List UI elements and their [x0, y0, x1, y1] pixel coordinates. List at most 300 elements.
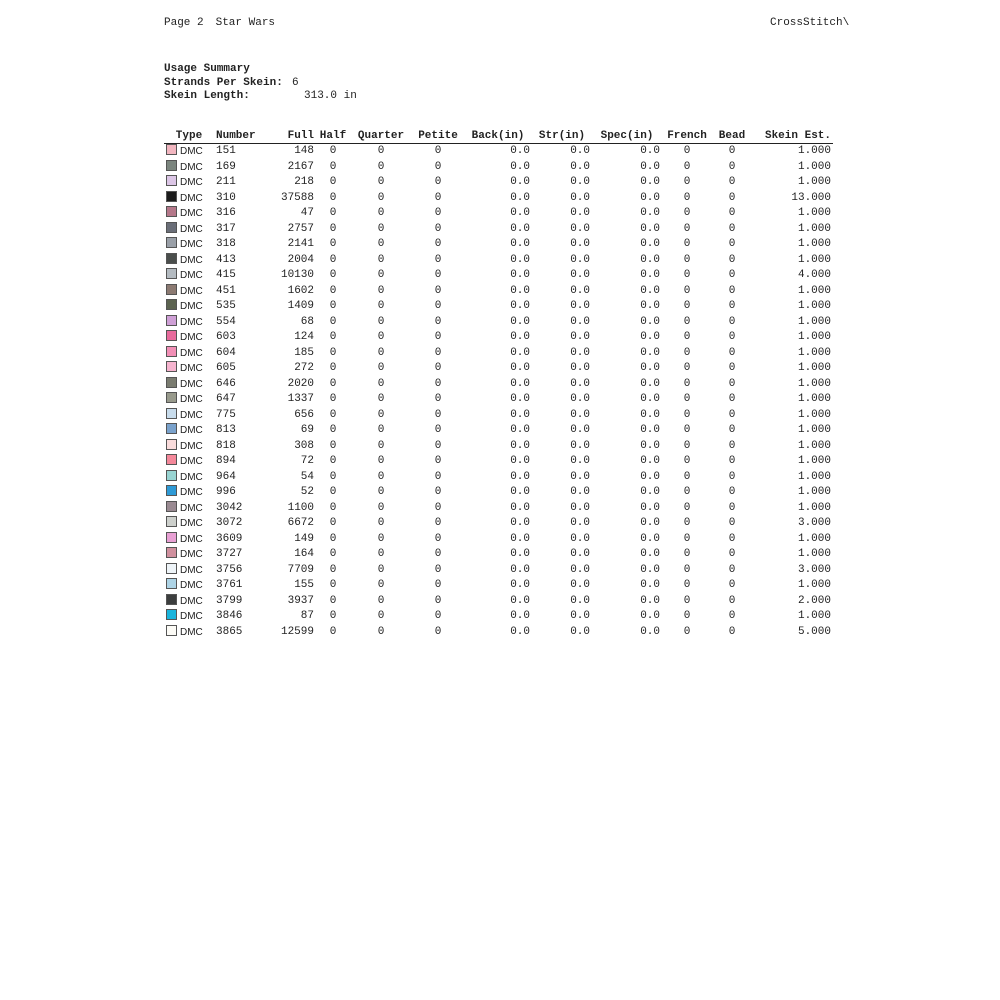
skein-est-cell: 1.000 — [797, 145, 831, 157]
color-swatch — [166, 516, 177, 527]
type-cell — [164, 330, 214, 346]
french-cell: 0 — [683, 455, 691, 467]
bead-cell: 0 — [728, 579, 736, 591]
back-cell: 0.0 — [510, 594, 530, 607]
full-cell: 69 — [300, 424, 314, 436]
half-cell: 0 — [329, 284, 337, 297]
type-label: DMC — [180, 394, 203, 405]
french-cell: 0 — [683, 222, 691, 235]
half-cell: 0 — [329, 517, 337, 529]
str-cell: 0.0 — [570, 160, 590, 173]
number-cell: 415 — [216, 269, 236, 281]
color-swatch — [166, 253, 177, 264]
type-cell — [164, 625, 214, 641]
bead-cell: 0 — [728, 176, 736, 188]
strands-label: Strands Per Skein: — [164, 76, 283, 89]
spec-cell: 0.0 — [640, 594, 660, 607]
half-cell: 0 — [329, 377, 337, 390]
french-cell: 0 — [683, 346, 691, 359]
type-label: DMC — [180, 239, 203, 250]
str-cell: 0.0 — [570, 377, 590, 390]
type-label: DMC — [180, 161, 203, 173]
full-cell: 47 — [300, 207, 314, 219]
petite-cell: 0 — [434, 284, 442, 297]
back-cell: 0.0 — [510, 532, 530, 545]
spec-cell: 0.0 — [640, 563, 660, 576]
spec-cell: 0.0 — [640, 486, 660, 498]
bead-cell: 0 — [728, 532, 736, 545]
color-swatch — [166, 315, 177, 326]
color-swatch — [166, 237, 177, 248]
petite-cell: 0 — [434, 207, 442, 219]
type-cell — [164, 439, 214, 455]
half-cell: 0 — [329, 455, 337, 467]
full-cell: 52 — [300, 486, 314, 498]
type-cell — [164, 144, 214, 160]
half-cell: 0 — [329, 610, 337, 622]
color-swatch — [166, 408, 177, 419]
half-cell: 0 — [329, 424, 337, 436]
usage-summary — [164, 63, 357, 104]
bead-cell: 0 — [728, 377, 736, 390]
skein-est-cell: 1.000 — [797, 424, 831, 436]
document-title: Star Wars — [215, 17, 276, 29]
type-label: DMC — [180, 270, 203, 281]
bead-cell: 0 — [728, 238, 736, 250]
str-cell: 0.0 — [570, 346, 590, 359]
str-cell: 0.0 — [570, 362, 590, 374]
bead-cell: 0 — [728, 253, 736, 266]
type-label: DMC — [180, 471, 203, 483]
quarter-cell: 0 — [377, 207, 385, 219]
column-header-skein-est: Skein Est. — [752, 130, 833, 144]
spec-cell: 0.0 — [640, 176, 660, 188]
type-label: DMC — [180, 502, 203, 514]
number-cell: 318 — [216, 238, 236, 250]
type-label: DMC — [180, 533, 203, 545]
full-cell: 68 — [300, 315, 314, 328]
number-cell: 3799 — [216, 594, 243, 607]
skein-est-cell: 1.000 — [797, 455, 831, 467]
color-swatch — [166, 392, 177, 403]
petite-cell: 0 — [434, 625, 442, 638]
skein-est-cell: 1.000 — [797, 222, 831, 235]
quarter-cell: 0 — [377, 424, 385, 436]
spec-cell: 0.0 — [640, 501, 660, 514]
color-swatch — [166, 532, 177, 543]
quarter-cell: 0 — [377, 455, 385, 467]
back-cell: 0.0 — [510, 470, 530, 483]
type-cell — [164, 485, 214, 501]
skein-est-cell: 3.000 — [797, 517, 831, 529]
bead-cell: 0 — [728, 191, 736, 204]
bead-cell: 0 — [728, 160, 736, 173]
str-cell: 0.0 — [570, 532, 590, 545]
petite-cell: 0 — [434, 238, 442, 250]
back-cell: 0.0 — [510, 315, 530, 328]
color-swatch — [166, 625, 177, 636]
back-cell: 0.0 — [510, 331, 530, 343]
number-cell: 211 — [216, 176, 236, 188]
skein-est-cell: 1.000 — [797, 408, 831, 421]
bead-cell: 0 — [728, 331, 736, 343]
color-swatch — [166, 361, 177, 372]
quarter-cell: 0 — [377, 501, 385, 514]
str-cell: 0.0 — [570, 455, 590, 467]
type-cell — [164, 299, 214, 315]
skein-est-cell: 1.000 — [797, 238, 831, 250]
back-cell: 0.0 — [510, 362, 530, 374]
full-cell: 87 — [300, 610, 314, 622]
type-label: DMC — [180, 208, 203, 219]
type-label: DMC — [180, 192, 203, 204]
type-cell — [164, 191, 214, 207]
back-cell: 0.0 — [510, 269, 530, 281]
type-label: DMC — [180, 301, 203, 312]
bead-cell: 0 — [728, 439, 736, 452]
full-cell: 185 — [294, 346, 314, 359]
petite-cell: 0 — [434, 610, 442, 622]
full-cell: 6672 — [287, 517, 314, 529]
petite-cell: 0 — [434, 176, 442, 188]
french-cell: 0 — [683, 625, 691, 638]
back-cell: 0.0 — [510, 300, 530, 312]
number-cell: 554 — [216, 315, 236, 328]
type-label: DMC — [180, 456, 203, 467]
type-cell — [164, 392, 214, 408]
back-cell: 0.0 — [510, 346, 530, 359]
table-body — [164, 144, 833, 641]
str-cell: 0.0 — [570, 331, 590, 343]
type-cell — [164, 268, 214, 284]
number-cell: 603 — [216, 331, 236, 343]
number-cell: 605 — [216, 362, 236, 374]
type-label: DMC — [180, 487, 203, 498]
bead-cell: 0 — [728, 346, 736, 359]
str-cell: 0.0 — [570, 145, 590, 157]
petite-cell: 0 — [434, 455, 442, 467]
french-cell: 0 — [683, 501, 691, 514]
table-row — [164, 594, 833, 610]
french-cell: 0 — [683, 579, 691, 591]
skein-length-label: Skein Length: — [164, 90, 250, 102]
back-cell: 0.0 — [510, 238, 530, 250]
french-cell: 0 — [683, 393, 691, 405]
quarter-cell: 0 — [377, 563, 385, 576]
number-cell: 3761 — [216, 579, 243, 591]
color-swatch — [166, 330, 177, 341]
french-cell: 0 — [683, 532, 691, 545]
table-row — [164, 160, 833, 176]
full-cell: 12599 — [280, 625, 314, 638]
petite-cell: 0 — [434, 594, 442, 607]
french-cell: 0 — [683, 315, 691, 328]
half-cell: 0 — [329, 176, 337, 188]
back-cell: 0.0 — [510, 486, 530, 498]
full-cell: 1337 — [287, 393, 314, 405]
quarter-cell: 0 — [377, 579, 385, 591]
number-cell: 894 — [216, 455, 236, 467]
quarter-cell: 0 — [377, 191, 385, 204]
color-swatch — [166, 501, 177, 512]
petite-cell: 0 — [434, 501, 442, 514]
table-row — [164, 237, 833, 253]
table-row — [164, 330, 833, 346]
spec-cell: 0.0 — [640, 517, 660, 529]
str-cell: 0.0 — [570, 439, 590, 452]
table-row — [164, 485, 833, 501]
french-cell: 0 — [683, 486, 691, 498]
type-label: DMC — [180, 580, 203, 591]
type-cell — [164, 346, 214, 362]
skein-est-cell: 1.000 — [797, 579, 831, 591]
color-swatch — [166, 284, 177, 295]
spec-cell: 0.0 — [640, 315, 660, 328]
full-cell: 1100 — [287, 501, 314, 514]
quarter-cell: 0 — [377, 486, 385, 498]
bead-cell: 0 — [728, 393, 736, 405]
skein-est-cell: 3.000 — [797, 563, 831, 576]
back-cell: 0.0 — [510, 501, 530, 514]
petite-cell: 0 — [434, 393, 442, 405]
str-cell: 0.0 — [570, 594, 590, 607]
quarter-cell: 0 — [377, 517, 385, 529]
str-cell: 0.0 — [570, 300, 590, 312]
column-header-full: Full — [262, 130, 316, 144]
column-header-half: Half — [316, 130, 350, 144]
skein-est-cell: 1.000 — [797, 284, 831, 297]
number-cell: 647 — [216, 393, 236, 405]
half-cell: 0 — [329, 145, 337, 157]
table-row — [164, 578, 833, 594]
back-cell: 0.0 — [510, 207, 530, 219]
petite-cell: 0 — [434, 579, 442, 591]
str-cell: 0.0 — [570, 517, 590, 529]
type-cell — [164, 160, 214, 176]
bead-cell: 0 — [728, 455, 736, 467]
back-cell: 0.0 — [510, 145, 530, 157]
full-cell: 1409 — [287, 300, 314, 312]
full-cell: 7709 — [287, 563, 314, 576]
bead-cell: 0 — [728, 501, 736, 514]
column-header-type: Type — [164, 130, 214, 144]
skein-est-cell: 1.000 — [797, 610, 831, 622]
back-cell: 0.0 — [510, 253, 530, 266]
skein-est-cell: 2.000 — [797, 594, 831, 607]
bead-cell: 0 — [728, 424, 736, 436]
type-label: DMC — [180, 347, 203, 359]
color-swatch — [166, 191, 177, 202]
table-row — [164, 284, 833, 300]
quarter-cell: 0 — [377, 346, 385, 359]
table-row — [164, 423, 833, 439]
str-cell: 0.0 — [570, 470, 590, 483]
back-cell: 0.0 — [510, 610, 530, 622]
type-cell — [164, 563, 214, 579]
bead-cell: 0 — [728, 300, 736, 312]
table-row — [164, 609, 833, 625]
petite-cell: 0 — [434, 222, 442, 235]
skein-est-cell: 1.000 — [797, 486, 831, 498]
bead-cell: 0 — [728, 563, 736, 576]
color-swatch — [166, 563, 177, 574]
half-cell: 0 — [329, 300, 337, 312]
petite-cell: 0 — [434, 253, 442, 266]
color-swatch — [166, 222, 177, 233]
french-cell: 0 — [683, 424, 691, 436]
back-cell: 0.0 — [510, 424, 530, 436]
number-cell: 413 — [216, 253, 236, 266]
table-row — [164, 222, 833, 238]
full-cell: 2141 — [287, 238, 314, 250]
spec-cell: 0.0 — [640, 238, 660, 250]
quarter-cell: 0 — [377, 145, 385, 157]
full-cell: 308 — [294, 439, 314, 452]
half-cell: 0 — [329, 331, 337, 343]
app-name: CrossStitch\ — [770, 17, 850, 29]
type-label: DMC — [180, 146, 203, 157]
skein-est-cell: 1.000 — [797, 176, 831, 188]
spec-cell: 0.0 — [640, 145, 660, 157]
number-cell: 3756 — [216, 563, 243, 576]
petite-cell: 0 — [434, 408, 442, 421]
back-cell: 0.0 — [510, 191, 530, 204]
back-cell: 0.0 — [510, 439, 530, 452]
spec-cell: 0.0 — [640, 610, 660, 622]
half-cell: 0 — [329, 207, 337, 219]
french-cell: 0 — [683, 284, 691, 297]
spec-cell: 0.0 — [640, 625, 660, 638]
quarter-cell: 0 — [377, 408, 385, 421]
petite-cell: 0 — [434, 439, 442, 452]
str-cell: 0.0 — [570, 253, 590, 266]
table-row — [164, 547, 833, 563]
color-swatch — [166, 547, 177, 558]
bead-cell: 0 — [728, 362, 736, 374]
french-cell: 0 — [683, 610, 691, 622]
back-cell: 0.0 — [510, 625, 530, 638]
str-cell: 0.0 — [570, 625, 590, 638]
str-cell: 0.0 — [570, 548, 590, 560]
petite-cell: 0 — [434, 486, 442, 498]
type-cell — [164, 284, 214, 300]
type-label: DMC — [180, 409, 203, 421]
table-row — [164, 532, 833, 548]
str-cell: 0.0 — [570, 238, 590, 250]
petite-cell: 0 — [434, 424, 442, 436]
back-cell: 0.0 — [510, 222, 530, 235]
skein-est-cell: 1.000 — [797, 532, 831, 545]
back-cell: 0.0 — [510, 176, 530, 188]
back-cell: 0.0 — [510, 393, 530, 405]
number-cell: 818 — [216, 439, 236, 452]
table-row — [164, 175, 833, 191]
french-cell: 0 — [683, 594, 691, 607]
table-row — [164, 268, 833, 284]
number-cell: 775 — [216, 408, 236, 421]
back-cell: 0.0 — [510, 408, 530, 421]
petite-cell: 0 — [434, 160, 442, 173]
type-cell — [164, 222, 214, 238]
skein-est-cell: 1.000 — [797, 439, 831, 452]
half-cell: 0 — [329, 501, 337, 514]
page-header — [164, 17, 275, 29]
full-cell: 3937 — [287, 594, 314, 607]
french-cell: 0 — [683, 377, 691, 390]
back-cell: 0.0 — [510, 455, 530, 467]
half-cell: 0 — [329, 408, 337, 421]
type-cell — [164, 609, 214, 625]
bead-cell: 0 — [728, 625, 736, 638]
spec-cell: 0.0 — [640, 532, 660, 545]
full-cell: 149 — [294, 532, 314, 545]
full-cell: 272 — [294, 362, 314, 374]
quarter-cell: 0 — [377, 548, 385, 560]
table-row — [164, 361, 833, 377]
skein-est-cell: 5.000 — [797, 625, 831, 638]
half-cell: 0 — [329, 393, 337, 405]
quarter-cell: 0 — [377, 439, 385, 452]
half-cell: 0 — [329, 594, 337, 607]
spec-cell: 0.0 — [640, 284, 660, 297]
table-row — [164, 625, 833, 641]
spec-cell: 0.0 — [640, 455, 660, 467]
quarter-cell: 0 — [377, 176, 385, 188]
bead-cell: 0 — [728, 269, 736, 281]
skein-est-cell: 13.000 — [791, 191, 831, 204]
petite-cell: 0 — [434, 563, 442, 576]
skein-est-cell: 1.000 — [797, 377, 831, 390]
spec-cell: 0.0 — [640, 579, 660, 591]
column-header-french: French — [662, 130, 712, 144]
petite-cell: 0 — [434, 377, 442, 390]
table-row — [164, 516, 833, 532]
half-cell: 0 — [329, 346, 337, 359]
type-label: DMC — [180, 332, 203, 343]
bead-cell: 0 — [728, 408, 736, 421]
french-cell: 0 — [683, 300, 691, 312]
back-cell: 0.0 — [510, 284, 530, 297]
full-cell: 218 — [294, 176, 314, 188]
full-cell: 148 — [294, 145, 314, 157]
french-cell: 0 — [683, 548, 691, 560]
column-header-number: Number — [214, 130, 262, 144]
quarter-cell: 0 — [377, 470, 385, 483]
half-cell: 0 — [329, 625, 337, 638]
back-cell: 0.0 — [510, 377, 530, 390]
spec-cell: 0.0 — [640, 393, 660, 405]
skein-est-cell: 1.000 — [797, 346, 831, 359]
table-row — [164, 408, 833, 424]
str-cell: 0.0 — [570, 191, 590, 204]
bead-cell: 0 — [728, 284, 736, 297]
number-cell: 3072 — [216, 517, 243, 529]
french-cell: 0 — [683, 470, 691, 483]
color-swatch — [166, 299, 177, 310]
spec-cell: 0.0 — [640, 253, 660, 266]
back-cell: 0.0 — [510, 579, 530, 591]
french-cell: 0 — [683, 145, 691, 157]
quarter-cell: 0 — [377, 300, 385, 312]
full-cell: 10130 — [280, 269, 314, 281]
color-swatch — [166, 485, 177, 496]
str-cell: 0.0 — [570, 424, 590, 436]
str-cell: 0.0 — [570, 315, 590, 328]
quarter-cell: 0 — [377, 594, 385, 607]
half-cell: 0 — [329, 160, 337, 173]
type-cell — [164, 237, 214, 253]
color-swatch — [166, 594, 177, 605]
